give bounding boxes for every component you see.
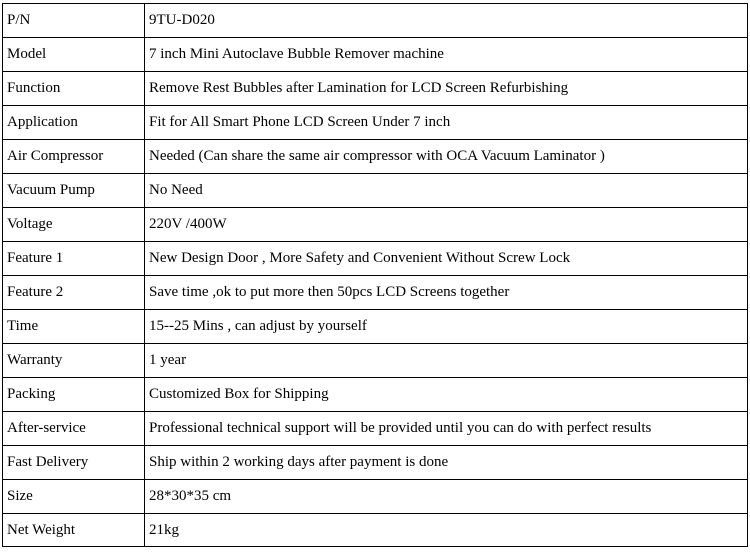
row-label-net-weight: Net Weight bbox=[3, 514, 145, 547]
row-value-packing: Customized Box for Shipping bbox=[145, 378, 748, 412]
row-label-vacuum-pump: Vacuum Pump bbox=[3, 174, 145, 208]
table-row bbox=[3, 310, 748, 344]
row-value-feature-1: New Design Door , More Safety and Convenient Without Screw Lock bbox=[145, 242, 748, 276]
row-label-fast-delivery: Fast Delivery bbox=[3, 446, 145, 480]
row-label-packing: Packing bbox=[3, 378, 145, 412]
table-row bbox=[3, 106, 748, 140]
table-row bbox=[3, 378, 748, 412]
row-label-voltage: Voltage bbox=[3, 208, 145, 242]
table-row bbox=[3, 4, 748, 38]
row-value-voltage: 220V /400W bbox=[145, 208, 748, 242]
row-value-warranty: 1 year bbox=[145, 344, 748, 378]
table-row bbox=[3, 72, 748, 106]
table-row bbox=[3, 446, 748, 480]
row-label-air-compressor: Air Compressor bbox=[3, 140, 145, 174]
row-value-air-compressor: Needed (Can share the same air compressor with OCA Vacuum Laminator ) bbox=[145, 140, 748, 174]
row-label-size: Size bbox=[3, 480, 145, 514]
row-label-time: Time bbox=[3, 310, 145, 344]
row-value-application: Fit for All Smart Phone LCD Screen Under 7 inch bbox=[145, 106, 748, 140]
row-value-fast-delivery: Ship within 2 working days after payment is done bbox=[145, 446, 748, 480]
spec-table-body bbox=[3, 4, 748, 547]
row-label-application: Application bbox=[3, 106, 145, 140]
row-value-time: 15--25 Mins , can adjust by yourself bbox=[145, 310, 748, 344]
row-label-after-service: After-service bbox=[3, 412, 145, 446]
table-row bbox=[3, 412, 748, 446]
table-row bbox=[3, 276, 748, 310]
row-value-vacuum-pump: No Need bbox=[145, 174, 748, 208]
table-row bbox=[3, 514, 748, 547]
row-value-feature-2: Save time ,ok to put more then 50pcs LCD Screens together bbox=[145, 276, 748, 310]
row-label-function: Function bbox=[3, 72, 145, 106]
spec-table bbox=[2, 3, 748, 547]
table-row bbox=[3, 242, 748, 276]
row-label-feature-2: Feature 2 bbox=[3, 276, 145, 310]
table-row bbox=[3, 208, 748, 242]
row-value-net-weight: 21kg bbox=[145, 514, 748, 547]
row-label-model: Model bbox=[3, 38, 145, 72]
row-label-warranty: Warranty bbox=[3, 344, 145, 378]
table-row bbox=[3, 174, 748, 208]
row-value-size: 28*30*35 cm bbox=[145, 480, 748, 514]
row-value-after-service: Professional technical support will be provided until you can do with perfect results bbox=[145, 412, 748, 446]
table-row bbox=[3, 480, 748, 514]
row-value-model: 7 inch Mini Autoclave Bubble Remover machine bbox=[145, 38, 748, 72]
row-value-function: Remove Rest Bubbles after Lamination for LCD Screen Refurbishing bbox=[145, 72, 748, 106]
row-value-pn: 9TU-D020 bbox=[145, 4, 748, 38]
table-row bbox=[3, 344, 748, 378]
table-row bbox=[3, 140, 748, 174]
row-label-pn: P/N bbox=[3, 4, 145, 38]
row-label-feature-1: Feature 1 bbox=[3, 242, 145, 276]
table-row bbox=[3, 38, 748, 72]
